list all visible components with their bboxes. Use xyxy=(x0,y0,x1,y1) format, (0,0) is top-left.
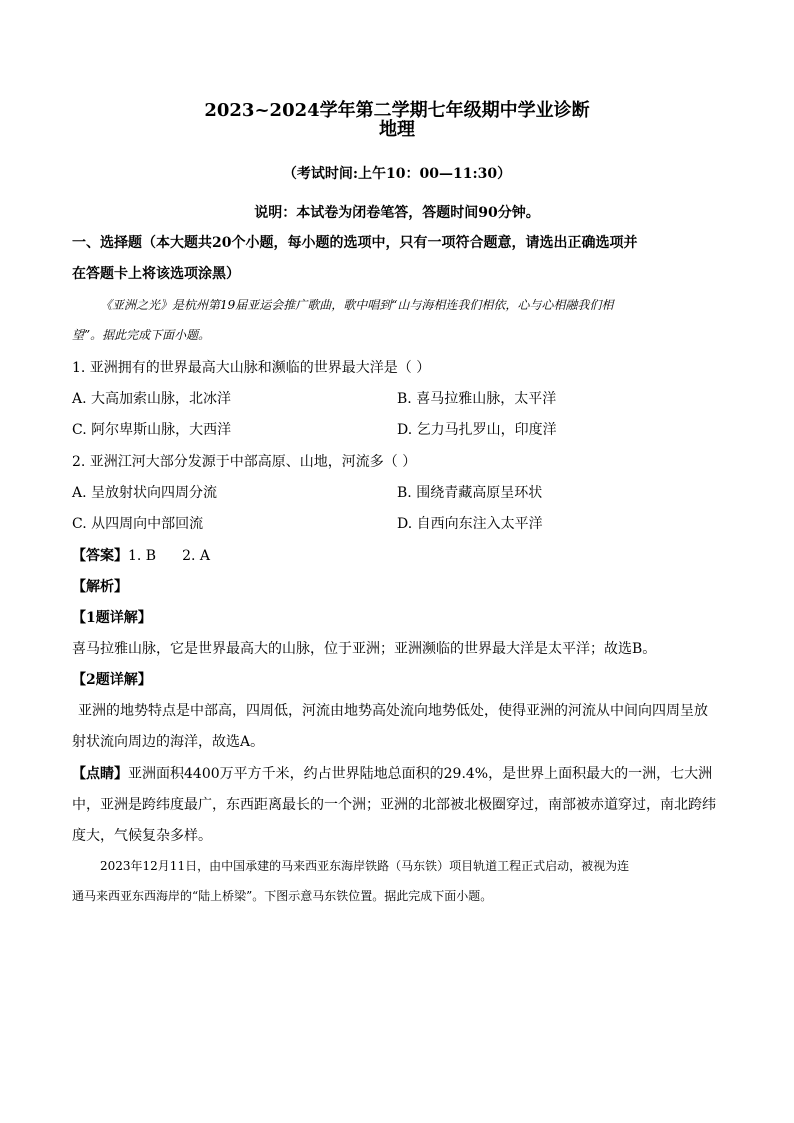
q1-option-d: D. 乞力马扎罗山，印度洋 xyxy=(397,422,557,438)
tip-text1: 亚洲面积4400万平方千米，约占世界陆地总面积的29.4%，是世界上面积最大的一洲，七大洲 xyxy=(128,766,713,782)
q1-stem: 1. 亚洲拥有的世界最高大山脉和濒临的世界最大洋是（ ） xyxy=(72,360,431,376)
q2-option-c: C. 从四周向中部回流 xyxy=(72,516,204,532)
tip-label: 【点睛】 xyxy=(72,766,128,782)
detail1-label: 【1题详解】 xyxy=(72,610,152,626)
q2-stem: 2. 亚洲江河大部分发源于中部高原、山地，河流多（ ） xyxy=(72,454,417,470)
tip-line3: 度大，气候复杂多样。 xyxy=(72,828,212,844)
passage2-line1: 2023年12月11日，由中国承建的马来西亚东海岸铁路（马东铁）项目轨道工程正式启动，被视为连 xyxy=(100,859,630,873)
exam-instruction: 说明：本试卷为闭卷笔答，答题时间90分钟。 xyxy=(254,205,540,221)
q1-option-b: B. 喜马拉雅山脉，太平洋 xyxy=(397,391,557,407)
exam-time: （考试时间:上午10：00—11:30） xyxy=(282,166,512,182)
answer-label: 【答案】 xyxy=(72,548,128,564)
passage1-line2: 望”。据此完成下面小题。 xyxy=(72,328,211,342)
exam-title: 2023~2024学年第二学期七年级期中学业诊断 xyxy=(204,100,590,121)
subject-title: 地理 xyxy=(379,119,415,140)
q2-option-b: B. 围绕青藏高原呈环状 xyxy=(397,485,543,501)
detail1-text: 喜马拉雅山脉，它是世界最高大的山脉，位于亚洲；亚洲濒临的世界最大洋是太平洋；故选B。 xyxy=(72,641,657,657)
tip-line2: 中，亚洲是跨纬度最广，东西距离最长的一个洲；亚洲的北部被北极圈穿过，南部被赤道穿过，南北跨纬 xyxy=(72,797,716,813)
q2-option-d: D. 自西向东注入太平洋 xyxy=(397,516,543,532)
q2-option-a: A. 呈放射状向四周分流 xyxy=(72,485,218,501)
answer-line xyxy=(72,545,210,565)
detail2-label: 【2题详解】 xyxy=(72,672,152,688)
answer-2: 2. A xyxy=(182,548,211,564)
q1-option-a: A. 大高加索山脉，北冰洋 xyxy=(72,391,232,407)
tip-line1 xyxy=(72,763,712,783)
passage1-line1: 《亚洲之光》是杭州第19届亚运会推广歌曲，歌中唱到“山与海相连我们相依，心与心相融我们相 xyxy=(100,298,614,312)
detail2-line2: 射状流向周边的海洋，故选A。 xyxy=(72,734,265,750)
analysis-label: 【解析】 xyxy=(72,579,128,595)
detail2-line1: 亚洲的地势特点是中部高，四周低，河流由地势高处流向地势低处，使得亚洲的河流从中间向四周呈放 xyxy=(78,703,708,719)
section-heading-line2: 在答题卡上将该选项涂黑） xyxy=(72,266,240,282)
passage2-line2: 通马来西亚东西海岸的“陆上桥梁”。下图示意马东铁位置。据此完成下面小题。 xyxy=(72,889,493,903)
section-heading-line1: 一、选择题（本大题共20个小题，每小题的选项中，只有一项符合题意，请选出正确选项并 xyxy=(72,235,638,251)
q1-option-c: C. 阿尔卑斯山脉，大西洋 xyxy=(72,422,232,438)
answer-1: 1. B xyxy=(128,548,157,564)
